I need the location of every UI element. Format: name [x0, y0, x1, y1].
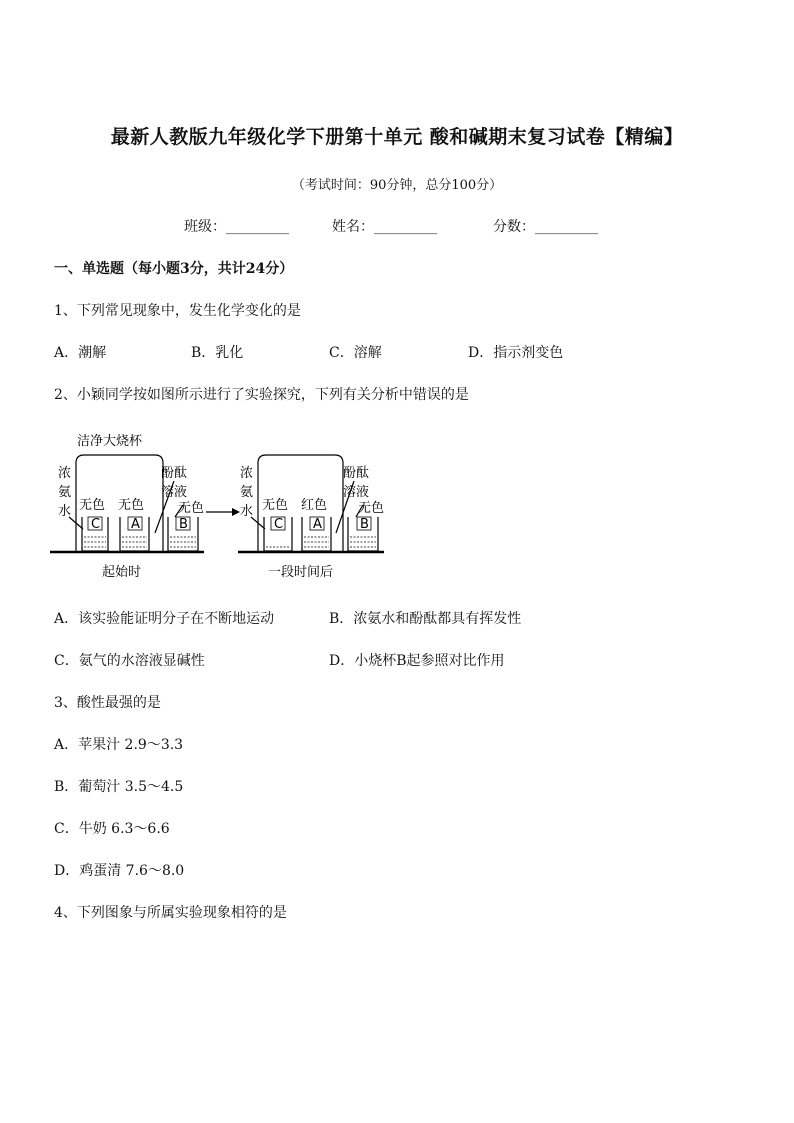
beaker-b-color-r: 无色: [358, 501, 385, 516]
q1-option-b: B．乳化: [191, 345, 244, 361]
ammonia-label-3: 水: [58, 504, 72, 519]
beaker-a-label-r: A: [313, 517, 322, 532]
q2-option-d: D．小烧杯B起参照对比作用: [329, 653, 505, 669]
phenol-label-1: 酚酞: [161, 466, 188, 481]
question-1-stem: 1、下列常见现象中，发生化学变化的是: [54, 303, 301, 319]
question-4-stem: 4、下列图象与所属实验现象相符的是: [54, 905, 287, 921]
ammonia-label-2: 氨: [58, 485, 72, 500]
caption-start: 起始时: [102, 565, 142, 580]
beaker-b-label: B: [179, 517, 188, 532]
ammonia-label-r2: 氨: [240, 485, 254, 500]
q3-option-b: B．葡萄汁 3.5～4.5: [54, 779, 184, 795]
phenol-label-r1: 酚酞: [343, 466, 370, 481]
q1-option-c: C．溶解: [329, 345, 382, 361]
q3-option-a: A．苹果汁 2.9～3.3: [54, 737, 184, 753]
phenol-label-2: 溶液: [161, 485, 188, 500]
exam-subtitle: （考试时间：90分钟，总分100分）: [291, 178, 503, 193]
beaker-c-label-r: C: [274, 517, 284, 532]
beaker-c-color: 无色: [79, 498, 106, 513]
score-field: 分数：_________: [493, 219, 598, 235]
beaker-a-label: A: [131, 517, 140, 532]
cup-label: 洁净大烧杯: [77, 434, 143, 449]
name-field: 姓名：_________: [332, 219, 437, 235]
page-title: 最新人教版九年级化学下册第十单元 酸和碱期末复习试卷【精编】: [110, 126, 684, 148]
class-field: 班级：_________: [184, 219, 289, 235]
beaker-b-label-r: B: [360, 517, 369, 532]
q2-option-b: B．浓氨水和酚酞都具有挥发性: [329, 611, 522, 627]
question-3-stem: 3、酸性最强的是: [54, 695, 161, 711]
caption-later: 一段时间后: [268, 565, 334, 580]
question-2-stem: 2、小颖同学按如图所示进行了实验探究，下列有关分析中错误的是: [54, 387, 469, 403]
beaker-b-color: 无色: [178, 501, 205, 516]
beaker-a-color-r: 红色: [301, 498, 328, 513]
q3-option-d: D．鸡蛋清 7.6～8.0: [54, 863, 185, 879]
phenol-label-r2: 溶液: [343, 485, 370, 500]
experiment-figure: [50, 425, 395, 585]
ammonia-label-1: 浓: [58, 466, 72, 481]
ammonia-label-r3: 水: [240, 504, 254, 519]
section-heading: 一、单选题（每小题3分，共计24分）: [54, 261, 294, 277]
beaker-a-color: 无色: [118, 498, 145, 513]
q1-option-d: D．指示剂变色: [468, 345, 564, 361]
q3-option-c: C．牛奶 6.3～6.6: [54, 821, 170, 837]
q2-option-c: C．氨气的水溶液显碱性: [54, 653, 205, 669]
q1-option-a: A．潮解: [54, 345, 107, 361]
beaker-c-label: C: [91, 517, 101, 532]
ammonia-label-r1: 浓: [240, 466, 254, 481]
q2-option-a: A．该实验能证明分子在不断地运动: [54, 611, 275, 627]
beaker-c-color-r: 无色: [262, 498, 289, 513]
